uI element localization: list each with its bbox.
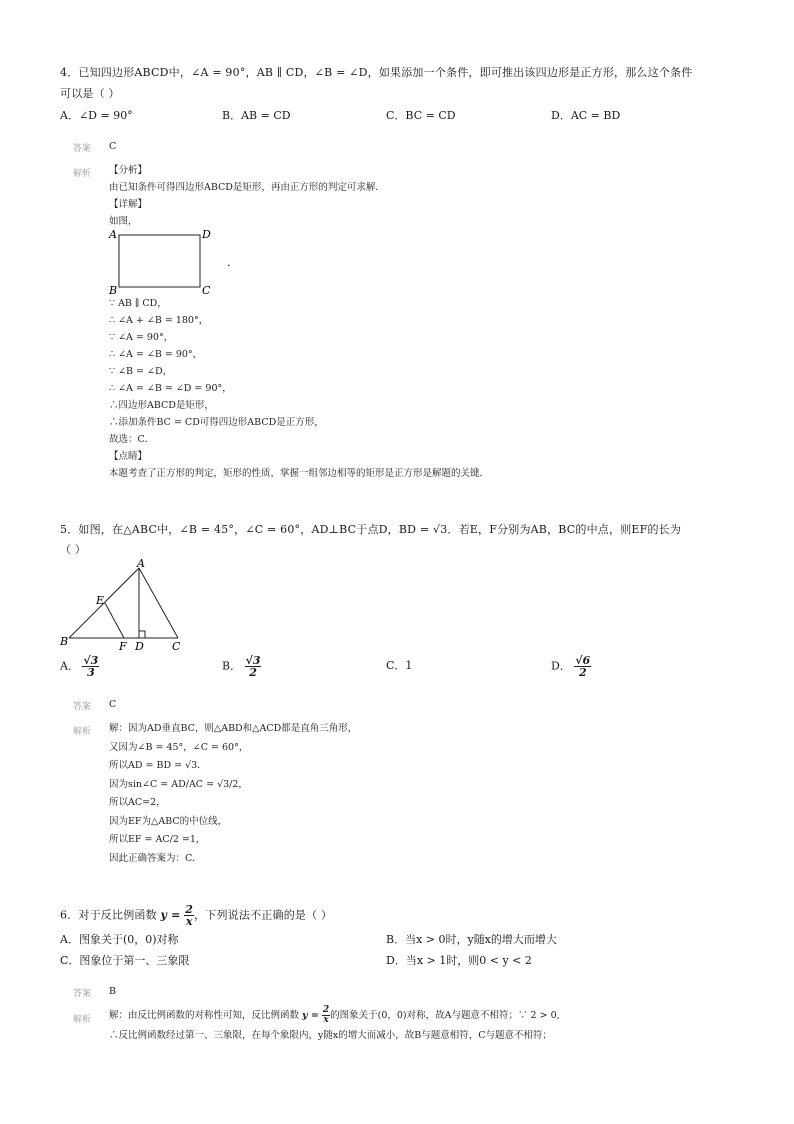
vertex-label-d: D xyxy=(202,228,211,241)
q5-option-c xyxy=(386,657,412,673)
option-value: 1 xyxy=(405,659,413,672)
q5-solution-block xyxy=(109,720,357,868)
q6-sol-prefix: 解：由反比例函数的对称性可知，反比例函数 xyxy=(109,1010,300,1021)
q4-sol-line: ∴添加条件BC = CD可得四边形ABCD是正方形， xyxy=(109,417,324,428)
q4-sol-line: ∴四边形ABCD是矩形， xyxy=(109,400,214,411)
q6-option-c: C．图象位于第一、三象限 xyxy=(60,954,190,967)
right-angle-mark xyxy=(139,631,145,638)
q6-stem xyxy=(60,904,332,927)
q4-sol-line: ∴ ∠A = ∠B = 90°， xyxy=(109,349,203,360)
q5-sol-line: 所以AC=2， xyxy=(109,797,166,808)
segment-ef xyxy=(105,603,124,638)
point-label-e: E xyxy=(96,594,105,607)
q4-answer-label: 答案 xyxy=(73,144,92,154)
side-ac xyxy=(139,568,178,638)
q6-option-d: D．当x > 1时，则0 < y < 2 xyxy=(386,954,532,967)
point-label-f: F xyxy=(119,640,127,653)
option-fraction xyxy=(574,655,591,678)
q5-option-b xyxy=(222,655,261,678)
q6-analysis-label: 解析 xyxy=(73,1015,92,1025)
q5-sol-line: 因为EF为△ABC的中位线， xyxy=(109,815,228,827)
vertex-label-a: A xyxy=(109,228,117,241)
q4-solution-block-2 xyxy=(109,295,489,482)
q4-sol-line: 如图， xyxy=(109,216,138,227)
option-fraction xyxy=(82,655,99,678)
q5-sol-line: 又因为∠B = 45°，∠C = 60°， xyxy=(109,741,249,753)
denominator: x xyxy=(323,1015,329,1025)
vertex-label-a: A xyxy=(137,557,145,570)
numerator: 2 xyxy=(185,903,194,916)
q5-sol-line: 解：因为AD垂直BC，则△ABD和△ACD都是直角三角形， xyxy=(109,723,358,734)
vertex-label-b: B xyxy=(109,284,118,296)
q5-answer-value: C xyxy=(109,699,117,710)
q4-sol-line: 本题考查了正方形的判定，矩形的性质，掌握一组邻边相等的矩形是正方形是解题的关键． xyxy=(109,468,490,479)
q4-answer-value: C xyxy=(109,141,117,152)
q6-function-lhs: y = xyxy=(160,908,181,922)
option-letter: B． xyxy=(222,659,242,673)
numerator: √3 xyxy=(83,654,99,667)
q4-option-b: B．AB = CD xyxy=(222,109,291,122)
q4-stem-line2: 可以是（ ） xyxy=(60,87,120,100)
q6-answer-value: B xyxy=(109,986,116,997)
q5-triangle-figure xyxy=(58,555,188,653)
numerator: √3 xyxy=(245,654,261,667)
q4-sol-line: ∵ ∠A = 90°， xyxy=(109,332,174,343)
q4-option-c: C．BC = CD xyxy=(386,109,456,122)
q5-stem-line1: 5．如图，在△ABC中，∠B = 45°，∠C = 60°，AD⊥BC于点D，BD = √3．若E，F分别为AB，BC的中点，则EF的长为 xyxy=(60,523,682,536)
option-letter: A． xyxy=(60,659,79,673)
q6-stem-prefix: 6．对于反比例函数 xyxy=(60,908,157,922)
denominator: 2 xyxy=(249,666,257,679)
q6-option-a: A．图象关于(0，0)对称 xyxy=(60,933,179,946)
q6-answer-label: 答案 xyxy=(73,989,92,999)
q6-function-fraction xyxy=(184,904,194,927)
q6-sol-suffix: 的图象关于(0，0)对称，故A与题意不相符；∵ 2 > 0, xyxy=(330,1010,560,1021)
denominator: 2 xyxy=(578,666,587,679)
figure-period: . xyxy=(227,256,231,269)
q6-solution-line1 xyxy=(109,1006,560,1025)
q4-sol-line: 由已知条件可得四边形ABCD是矩形，再由正方形的判定可求解． xyxy=(109,182,385,193)
q4-option-a: A．∠D = 90° xyxy=(60,109,133,122)
q5-option-a xyxy=(60,655,99,678)
q4-sol-line: ∴ ∠A + ∠B = 180°， xyxy=(109,315,209,326)
option-fraction xyxy=(245,655,262,678)
vertex-label-c: C xyxy=(202,284,211,296)
q4-sol-line: 【分析】 xyxy=(109,165,148,176)
q4-analysis-label: 解析 xyxy=(73,169,92,179)
option-letter: D． xyxy=(551,659,571,673)
q5-sol-line: 因此正确答案为：C． xyxy=(109,852,202,864)
q6-sol-function-lhs: y = xyxy=(302,1010,319,1021)
option-letter: C． xyxy=(386,659,406,672)
q4-sol-line: ∴ ∠A = ∠B = ∠D = 90°， xyxy=(109,383,232,394)
q5-analysis-label: 解析 xyxy=(73,727,92,737)
q5-sol-line: 所以EF = AC/2 =1， xyxy=(109,834,206,845)
q5-stem-line2: （ ） xyxy=(60,543,87,556)
q4-sol-line: 【详解】 xyxy=(109,199,148,210)
denominator: 3 xyxy=(87,666,95,679)
vertex-label-d: D xyxy=(135,640,144,653)
q6-sol-function-fraction xyxy=(322,1006,330,1025)
q4-stem-line1: 4．已知四边形ABCD中，∠A = 90°，AB ∥ CD，∠B = ∠D，如果添加一个条件，即可推出该四边形是正方形，那么这个条件 xyxy=(60,66,693,79)
vertex-label-b: B xyxy=(60,635,69,648)
numerator: √6 xyxy=(575,654,591,667)
q6-solution-line2: ∴反比例函数经过第一、三象限，在每个象限内，y随x的增大而减小，故B与题意相符，C与题意不相符； xyxy=(109,1030,552,1041)
rectangle-abcd xyxy=(119,235,200,287)
vertex-label-c: C xyxy=(172,640,181,653)
denominator: x xyxy=(185,915,193,928)
numerator: 2 xyxy=(322,1005,330,1015)
q5-sol-line: 因为sin∠C = AD/AC = √3/2， xyxy=(109,778,248,790)
q4-sol-line: 故选：C． xyxy=(109,434,155,445)
q5-option-d xyxy=(551,655,591,678)
q4-sol-line: 【点睛】 xyxy=(109,451,148,462)
q4-option-d: D．AC = BD xyxy=(551,109,621,122)
q4-rectangle-figure xyxy=(106,228,236,296)
q4-solution-block xyxy=(109,162,385,230)
q4-sol-line: ∵ AB ∥ CD， xyxy=(109,298,167,309)
q5-sol-line: 所以AD = BD = √3． xyxy=(109,760,207,771)
q4-sol-line: ∵ ∠B = ∠D， xyxy=(109,366,173,377)
q6-option-b: B．当x > 0时，y随x的增大而增大 xyxy=(386,933,557,946)
q6-stem-suffix: ，下列说法不正确的是（ ） xyxy=(194,908,333,922)
q5-answer-label: 答案 xyxy=(73,702,92,712)
